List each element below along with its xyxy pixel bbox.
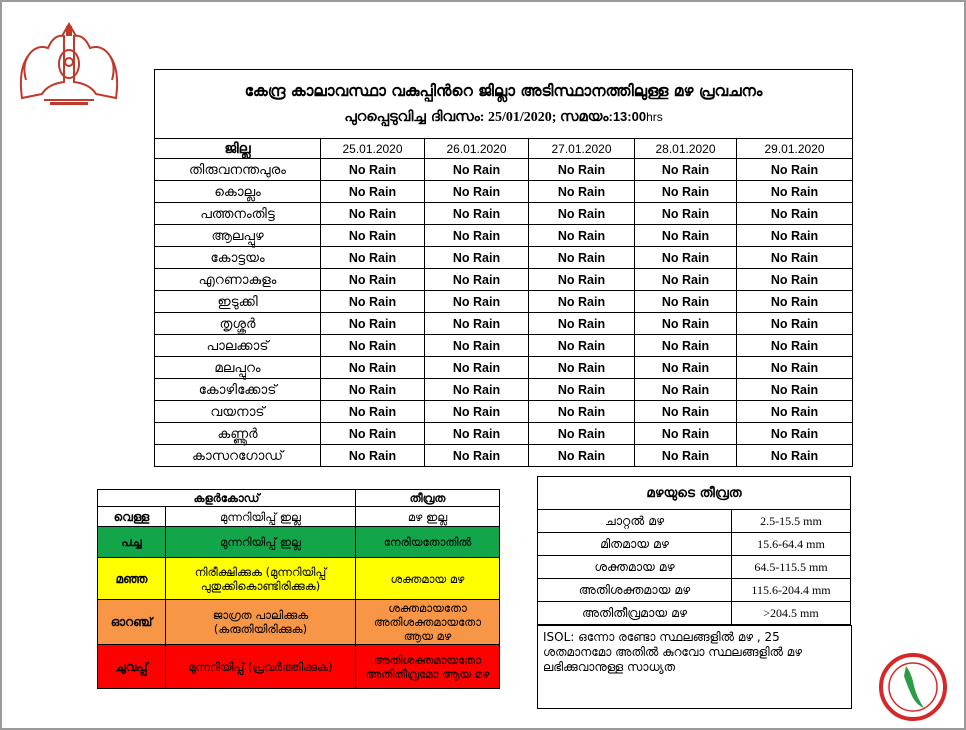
forecast-value: No Rain xyxy=(737,203,853,225)
forecast-row xyxy=(155,445,853,467)
forecast-value: No Rain xyxy=(425,401,529,423)
forecast-value: No Rain xyxy=(635,269,737,291)
warning-meaning: മുന്നറിയിപ്പ് (പ്രവർത്തിക്കുക) xyxy=(166,645,356,689)
intensity-meaning: അതിശക്തമായതോ അതിതീവ്രമോ ആയ മഴ xyxy=(356,645,500,689)
forecast-value: No Rain xyxy=(737,379,853,401)
forecast-value: No Rain xyxy=(737,313,853,335)
intensity-meaning: ശക്തമായതോ അതിശക്തമായതോ ആയ മഴ xyxy=(356,600,500,645)
district-name: കാസറഗോഡ് xyxy=(155,445,321,467)
forecast-value: No Rain xyxy=(321,203,425,225)
forecast-body xyxy=(155,159,853,467)
forecast-value: No Rain xyxy=(529,291,635,313)
district-name: കണ്ണൂർ xyxy=(155,423,321,445)
forecast-row xyxy=(155,357,853,379)
forecast-row xyxy=(155,335,853,357)
forecast-value: No Rain xyxy=(425,445,529,467)
issued-date: : 25/01/2020; xyxy=(479,109,560,125)
intensity-range: 15.6-64.4 mm xyxy=(732,533,851,556)
color-name: പച്ച xyxy=(98,527,166,558)
forecast-value: No Rain xyxy=(737,291,853,313)
intensity-row xyxy=(538,556,851,579)
kerala-disaster-management-logo-icon xyxy=(878,652,948,722)
forecast-issued-line xyxy=(155,104,852,130)
forecast-row xyxy=(155,423,853,445)
warning-meaning: മുന്നറിയിപ്പ് ഇല്ല xyxy=(166,527,356,558)
forecast-value: No Rain xyxy=(529,225,635,247)
time-value: :13:00 xyxy=(608,108,647,124)
forecast-value: No Rain xyxy=(321,225,425,247)
intensity-label: അതിതീവ്രമായ മഴ xyxy=(538,602,732,625)
district-name: പാലക്കാട് xyxy=(155,335,321,357)
intensity-meaning: നേരിയതോതിൽ xyxy=(356,527,500,558)
district-name: വയനാട് xyxy=(155,401,321,423)
forecast-title: കേന്ദ്ര കാലാവസ്ഥാ വകുപ്പിൻറെ ജില്ലാ അടിസ്ഥാനത്തിലുള്ള മഴ പ്രവചനം xyxy=(244,81,763,100)
forecast-value: No Rain xyxy=(635,225,737,247)
forecast-row xyxy=(155,313,853,335)
forecast-value: No Rain xyxy=(321,181,425,203)
district-name: ഇടുക്കി xyxy=(155,291,321,313)
forecast-value: No Rain xyxy=(529,335,635,357)
forecast-value: No Rain xyxy=(321,423,425,445)
forecast-value: No Rain xyxy=(737,247,853,269)
forecast-value: No Rain xyxy=(425,335,529,357)
intensity-row xyxy=(538,579,851,602)
forecast-row xyxy=(155,291,853,313)
forecast-value: No Rain xyxy=(321,291,425,313)
forecast-value: No Rain xyxy=(635,181,737,203)
forecast-value: No Rain xyxy=(635,379,737,401)
forecast-value: No Rain xyxy=(321,357,425,379)
forecast-value: No Rain xyxy=(321,269,425,291)
forecast-row xyxy=(155,269,853,291)
forecast-value: No Rain xyxy=(321,313,425,335)
date-column-header: 28.01.2020 xyxy=(635,139,737,159)
date-column-header: 27.01.2020 xyxy=(529,139,635,159)
kerala-state-emblem-icon xyxy=(14,20,124,108)
intensity-meaning: ശക്തമായ മഴ xyxy=(356,558,500,600)
forecast-value: No Rain xyxy=(737,159,853,181)
intensity-label: ശക്തമായ മഴ xyxy=(538,556,732,579)
forecast-value: No Rain xyxy=(425,313,529,335)
intensity-label: ചാറ്റൽ മഴ xyxy=(538,510,732,533)
color-code-row xyxy=(98,600,500,645)
forecast-value: No Rain xyxy=(321,335,425,357)
warning-meaning: ജാഗ്രത പാലിക്കുക (കരുതിയിരിക്കുക) xyxy=(166,600,356,645)
forecast-value: No Rain xyxy=(635,203,737,225)
district-name: തൃശ്ശൂർ xyxy=(155,313,321,335)
date-column-header: 29.01.2020 xyxy=(737,139,853,159)
intensity-label: അതിശക്തമായ മഴ xyxy=(538,579,732,602)
forecast-value: No Rain xyxy=(529,401,635,423)
warning-meaning: മുന്നറിയിപ്പ് ഇല്ല xyxy=(166,507,356,527)
forecast-value: No Rain xyxy=(529,159,635,181)
district-forecast-table xyxy=(154,69,853,467)
forecast-value: No Rain xyxy=(529,379,635,401)
forecast-value: No Rain xyxy=(425,269,529,291)
date-column-header: 25.01.2020 xyxy=(321,139,425,159)
forecast-value: No Rain xyxy=(425,423,529,445)
forecast-value: No Rain xyxy=(529,269,635,291)
forecast-value: No Rain xyxy=(635,159,737,181)
forecast-value: No Rain xyxy=(425,203,529,225)
forecast-value: No Rain xyxy=(737,423,853,445)
color-code-row xyxy=(98,558,500,600)
district-name: മലപ്പുറം xyxy=(155,357,321,379)
forecast-value: No Rain xyxy=(737,225,853,247)
district-name: തിരുവനന്തപുരം xyxy=(155,159,321,181)
forecast-value: No Rain xyxy=(425,379,529,401)
forecast-value: No Rain xyxy=(737,335,853,357)
forecast-value: No Rain xyxy=(529,313,635,335)
forecast-header-row xyxy=(155,139,853,159)
color-name: മഞ്ഞ xyxy=(98,558,166,600)
district-name: പത്തനംതിട്ട xyxy=(155,203,321,225)
district-name: കോട്ടയം xyxy=(155,247,321,269)
forecast-value: No Rain xyxy=(635,313,737,335)
intensity-range: 115.6-204.4 mm xyxy=(732,579,851,602)
forecast-value: No Rain xyxy=(529,357,635,379)
forecast-value: No Rain xyxy=(529,423,635,445)
color-name: വെള്ള xyxy=(98,507,166,527)
intensity-meaning: മഴ ഇല്ല xyxy=(356,507,500,527)
forecast-value: No Rain xyxy=(321,445,425,467)
intensity-range: 64.5-115.5 mm xyxy=(732,556,851,579)
forecast-value: No Rain xyxy=(321,247,425,269)
rain-intensity-header: മഴയുടെ തീവ്രത xyxy=(538,477,851,510)
forecast-value: No Rain xyxy=(635,357,737,379)
forecast-value: No Rain xyxy=(321,379,425,401)
color-code-header: കളർകോഡ് xyxy=(98,490,356,507)
intensity-row xyxy=(538,533,851,556)
forecast-value: No Rain xyxy=(737,445,853,467)
intensity-label: മിതമായ മഴ xyxy=(538,533,732,556)
forecast-value: No Rain xyxy=(635,401,737,423)
forecast-value: No Rain xyxy=(321,401,425,423)
district-name: കോഴിക്കോട് xyxy=(155,379,321,401)
forecast-value: No Rain xyxy=(635,335,737,357)
rain-intensity-table xyxy=(537,476,851,625)
forecast-value: No Rain xyxy=(635,423,737,445)
forecast-row xyxy=(155,379,853,401)
forecast-value: No Rain xyxy=(425,159,529,181)
forecast-value: No Rain xyxy=(529,203,635,225)
forecast-value: No Rain xyxy=(425,357,529,379)
color-code-row xyxy=(98,507,500,527)
forecast-row xyxy=(155,225,853,247)
forecast-row xyxy=(155,159,853,181)
intensity-range: >204.5 mm xyxy=(732,602,851,625)
intensity-range: 2.5-15.5 mm xyxy=(732,510,851,533)
date-column-header: 26.01.2020 xyxy=(425,139,529,159)
forecast-value: No Rain xyxy=(529,247,635,269)
forecast-value: No Rain xyxy=(737,401,853,423)
forecast-value: No Rain xyxy=(529,181,635,203)
time-label: സമയം xyxy=(559,108,609,125)
intensity-header: തീവ്രത xyxy=(356,490,500,507)
color-name: ചുവപ്പ് xyxy=(98,645,166,689)
forecast-value: No Rain xyxy=(321,159,425,181)
district-name: ആലപ്പുഴ xyxy=(155,225,321,247)
forecast-value: No Rain xyxy=(529,445,635,467)
rain-intensity-body xyxy=(538,510,851,625)
color-name: ഓറഞ്ച് xyxy=(98,600,166,645)
forecast-value: No Rain xyxy=(635,291,737,313)
forecast-title-cell xyxy=(155,70,853,139)
time-unit: hrs xyxy=(646,109,663,124)
district-name: എറണാകുളം xyxy=(155,269,321,291)
intensity-row xyxy=(538,602,851,625)
issued-label: പുറപ്പെടുവിച്ച ദിവസം xyxy=(344,108,480,125)
forecast-value: No Rain xyxy=(425,225,529,247)
forecast-row xyxy=(155,401,853,423)
district-name: കൊല്ലം xyxy=(155,181,321,203)
forecast-value: No Rain xyxy=(737,357,853,379)
forecast-value: No Rain xyxy=(425,291,529,313)
forecast-row xyxy=(155,203,853,225)
district-column-header: ജില്ല xyxy=(155,139,321,159)
color-code-row xyxy=(98,645,500,689)
warning-meaning: നിരീക്ഷിക്കുക (മുന്നറിയിപ്പ് പുതുക്കികൊണ്ടിരിക്കുക) xyxy=(166,558,356,600)
forecast-value: No Rain xyxy=(425,181,529,203)
color-code-row xyxy=(98,527,500,558)
intensity-row xyxy=(538,510,851,533)
forecast-value: No Rain xyxy=(737,181,853,203)
forecast-value: No Rain xyxy=(737,269,853,291)
forecast-row xyxy=(155,247,853,269)
isol-note: ISOL: ഒന്നോ രണ്ടോ സ്ഥലങ്ങളിൽ മഴ , 25 ശതമാനമോ അതിൽ കുറവോ സ്ഥലങ്ങളിൽ മഴ ലഭിക്കുവാനുള്ള സാധ്യത xyxy=(537,625,852,709)
forecast-row xyxy=(155,181,853,203)
forecast-value: No Rain xyxy=(635,445,737,467)
color-code-table xyxy=(97,489,500,689)
forecast-value: No Rain xyxy=(425,247,529,269)
forecast-value: No Rain xyxy=(635,247,737,269)
color-code-body xyxy=(98,507,500,689)
